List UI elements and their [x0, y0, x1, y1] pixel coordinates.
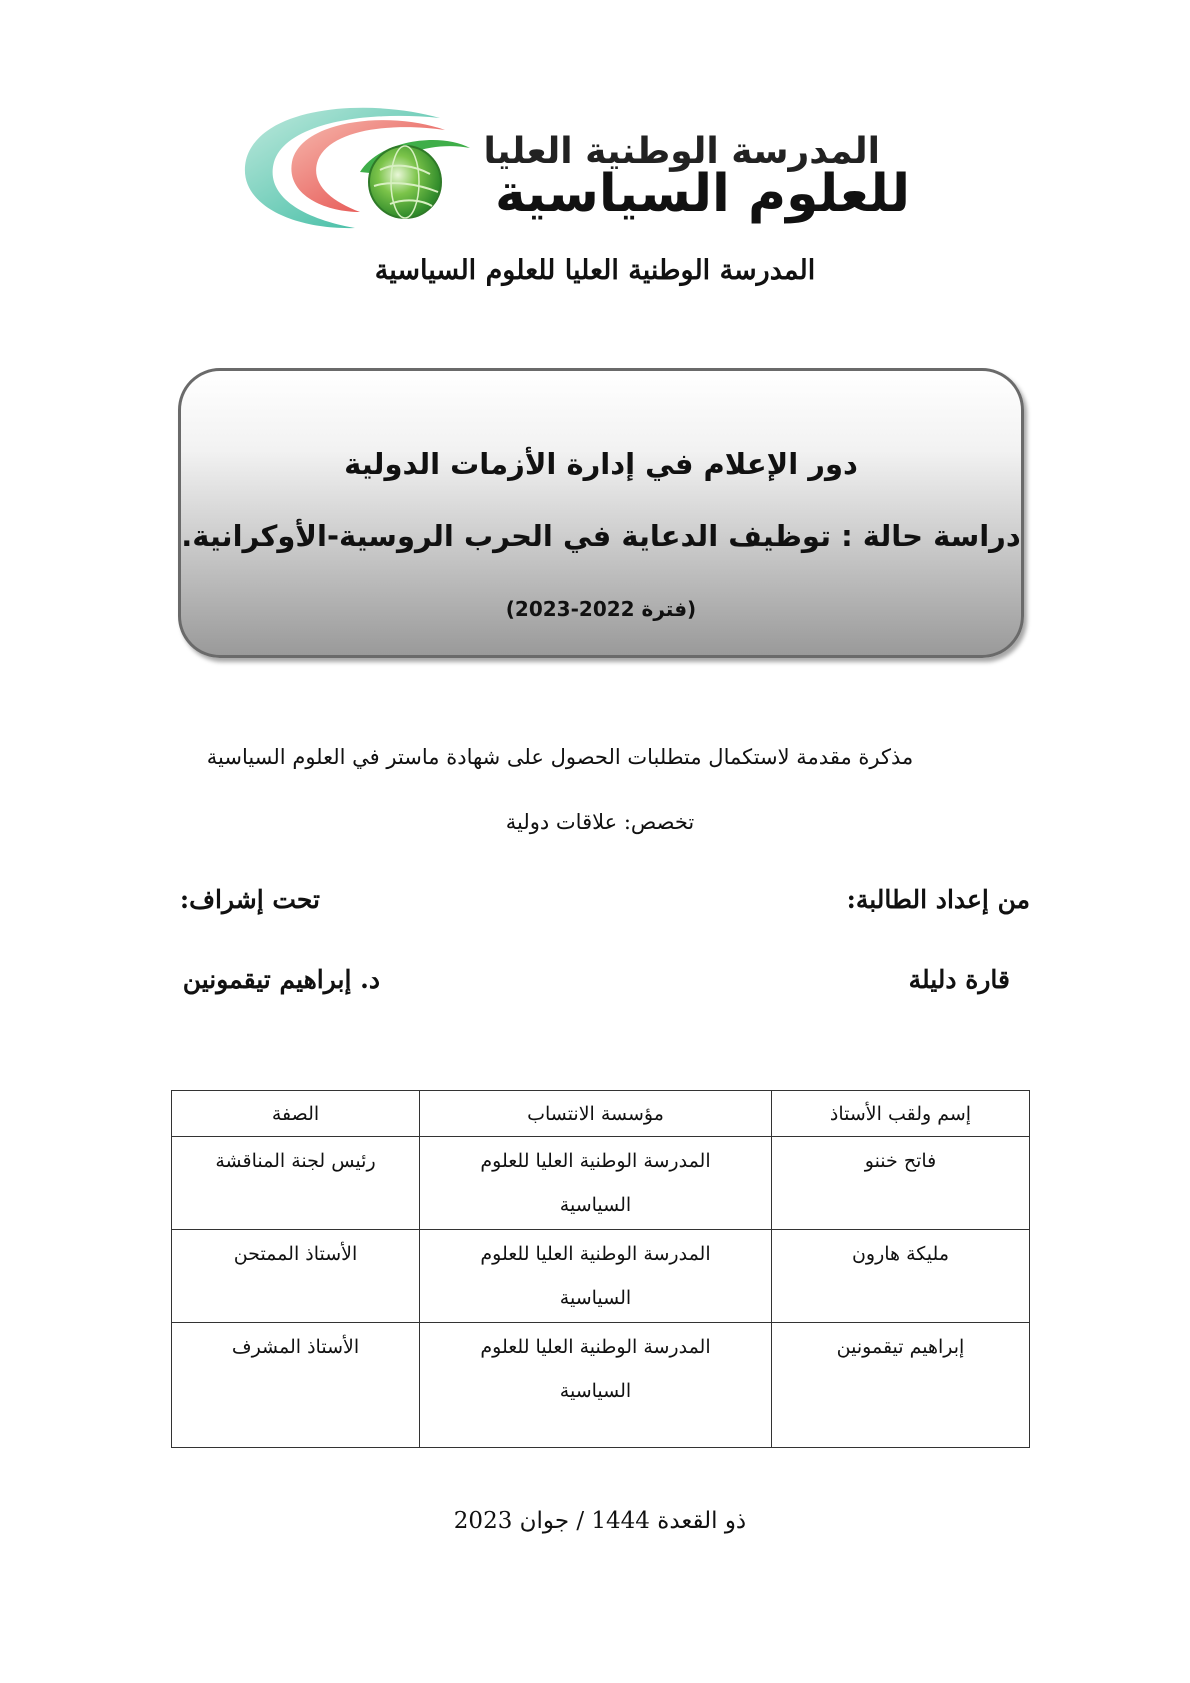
header-role: الصفة [172, 1091, 420, 1137]
table-row [172, 1323, 1030, 1448]
jury-member-role: الأستاذ الممتحن [172, 1230, 420, 1323]
school-name: المدرسة الوطنية العليا للعلوم السياسية [374, 255, 816, 286]
institution-line1: المدرسة الوطنية العليا للعلوم [480, 1243, 711, 1265]
jury-table-header [172, 1091, 1030, 1137]
institution-line2: السياسية [559, 1194, 632, 1216]
logo-text-line2: للعلوم السياسية [494, 164, 910, 224]
jury-table [171, 1090, 1030, 1448]
student-name: قارة دليلة [908, 965, 1010, 994]
header-name: إسم ولقب الأستاذ [772, 1091, 1030, 1137]
logo-text-line1: المدرسة الوطنية العليا [483, 131, 880, 172]
jury-member-institution [420, 1137, 772, 1230]
specialty: تخصص: علاقات دولية [505, 810, 695, 834]
memo-statement: مذكرة مقدمة لاستكمال متطلبات الحصول على شهادة ماستر في العلوم السياسية [206, 745, 914, 769]
thesis-subtitle: دراسة حالة : توظيف الدعاية في الحرب الروسية-الأوكرانية. [181, 519, 1021, 553]
supervision-label: تحت إشراف: [179, 885, 320, 914]
jury-member-name: إبراهيم تيقمونين [772, 1323, 1030, 1448]
table-row [172, 1137, 1030, 1230]
prepared-by-label: من إعداد الطالبة: [846, 885, 1030, 914]
jury-member-role: الأستاذ المشرف [172, 1323, 420, 1448]
jury-member-role: رئيس لجنة المناقشة [172, 1137, 420, 1230]
jury-member-name: فاتح خننو [772, 1137, 1030, 1230]
title-box [178, 368, 1024, 658]
submission-date: ذو القعدة 1444 / جوان 2023 [453, 1508, 747, 1534]
institution-line1: المدرسة الوطنية العليا للعلوم [480, 1336, 711, 1358]
jury-member-name: مليكة هارون [772, 1230, 1030, 1323]
jury-member-institution [420, 1323, 772, 1448]
table-row [172, 1230, 1030, 1323]
thesis-title: دور الإعلام في إدارة الأزمات الدولية [344, 447, 858, 481]
thesis-period: (فترة 2022-2023) [505, 597, 697, 621]
institution-line2: السياسية [559, 1380, 632, 1402]
institution-line2: السياسية [559, 1287, 632, 1309]
supervisor-name: د. إبراهيم تيقمونين [182, 965, 380, 994]
jury-member-institution [420, 1230, 772, 1323]
school-logo [240, 100, 940, 240]
institution-line1: المدرسة الوطنية العليا للعلوم [480, 1150, 711, 1172]
header-institution: مؤسسة الانتساب [420, 1091, 772, 1137]
